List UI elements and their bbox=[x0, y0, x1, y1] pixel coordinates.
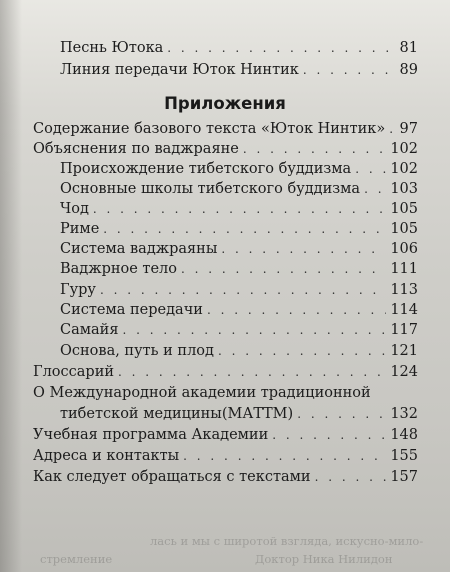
toc-page-number: 121 bbox=[390, 343, 418, 359]
toc-entry-title: Система передачи bbox=[60, 302, 203, 318]
toc-entry bbox=[33, 362, 418, 382]
show-through-line: лась и мы с широтой взгляда, искусно-мило- bbox=[150, 534, 424, 548]
toc-entry bbox=[60, 159, 418, 179]
toc-leader-dots bbox=[103, 219, 386, 239]
toc-leader-dots bbox=[218, 341, 386, 361]
toc-page-number: 102 bbox=[390, 141, 418, 157]
toc-entry-title: Объяснения по ваджраяне bbox=[33, 141, 239, 157]
toc-page-number: 155 bbox=[390, 448, 418, 464]
toc-entry-title: Чод bbox=[60, 201, 89, 217]
toc-entry bbox=[60, 179, 418, 199]
toc-entry bbox=[60, 300, 418, 320]
show-through-line: стремление bbox=[40, 552, 113, 566]
toc-leader-dots bbox=[100, 280, 386, 300]
toc-entry-title: Риме bbox=[60, 221, 100, 237]
toc-entry bbox=[60, 280, 418, 300]
toc-leader-dots bbox=[207, 300, 386, 320]
section-heading: Приложения bbox=[164, 94, 286, 113]
toc-entry bbox=[60, 239, 418, 259]
toc-entry-title: Глоссарий bbox=[33, 364, 115, 380]
toc-page-number: 157 bbox=[390, 469, 418, 485]
toc-entry-title: Система ваджраяны bbox=[60, 241, 218, 257]
toc-page-number: 148 bbox=[390, 427, 418, 443]
toc-entry bbox=[33, 139, 418, 159]
toc-leader-dots bbox=[243, 139, 386, 159]
toc-page-number: 105 bbox=[390, 221, 418, 237]
toc-entry bbox=[60, 259, 418, 279]
toc-page-number: 132 bbox=[390, 406, 418, 422]
show-through-text bbox=[0, 532, 450, 572]
toc-page-number: 89 bbox=[399, 62, 418, 78]
toc-entry bbox=[60, 199, 418, 219]
toc-entry-title: Песнь Ютока bbox=[60, 40, 164, 56]
toc-leader-dots bbox=[221, 239, 386, 259]
toc-page-number: 102 bbox=[390, 161, 418, 177]
toc-leader-dots bbox=[118, 362, 386, 382]
toc-leader-dots bbox=[272, 425, 386, 445]
toc-entry bbox=[60, 320, 418, 340]
toc-entry-title: Самайя bbox=[60, 322, 119, 338]
toc-entry bbox=[33, 119, 418, 139]
toc-entry bbox=[33, 446, 418, 466]
toc-entry bbox=[33, 467, 418, 487]
toc-entry-title: Ваджрное тело bbox=[60, 261, 177, 277]
toc-page-number: 103 bbox=[390, 181, 418, 197]
toc-leader-dots bbox=[167, 38, 395, 58]
toc-entry-title: Учебная программа Академии bbox=[33, 427, 269, 443]
toc-entry-title: Основа, путь и плод bbox=[60, 343, 214, 359]
toc-entry-title: Как следует обращаться с текстами bbox=[33, 469, 311, 485]
toc-page-number: 124 bbox=[390, 364, 418, 380]
toc-entry-title: тибетской медицины(МАТТМ) bbox=[60, 406, 294, 422]
toc-page-number: 113 bbox=[390, 282, 418, 298]
toc-leader-dots bbox=[181, 259, 386, 279]
toc-entry bbox=[60, 404, 418, 424]
toc-entry bbox=[60, 60, 418, 80]
toc-entry-title: О Международной академии традиционной bbox=[33, 385, 371, 401]
toc-leader-dots bbox=[93, 199, 386, 219]
toc-entry-title: Гуру bbox=[60, 282, 96, 298]
toc-leader-dots bbox=[122, 320, 386, 340]
toc-entry bbox=[60, 219, 418, 239]
toc-page-number: 97 bbox=[399, 121, 418, 137]
toc-leader-dots bbox=[315, 467, 387, 487]
toc-page-number: 105 bbox=[390, 201, 418, 217]
toc-entry-title: Линия передачи Юток Нинтик bbox=[60, 62, 299, 78]
toc-leader-dots bbox=[183, 446, 386, 466]
toc-page-number: 114 bbox=[390, 302, 418, 318]
toc-page-number: 117 bbox=[390, 322, 418, 338]
toc-page-number: 106 bbox=[390, 241, 418, 257]
toc-entry-title: Основные школы тибетского буддизма bbox=[60, 181, 361, 197]
toc-leader-dots bbox=[303, 60, 396, 80]
toc-entry-title: Содержание базового текста «Юток Нинтик» bbox=[33, 121, 386, 137]
toc-entry-title: Происхождение тибетского буддизма bbox=[60, 161, 352, 177]
toc-entry bbox=[33, 425, 418, 445]
toc-leader-dots bbox=[297, 404, 386, 424]
toc-leader-dots bbox=[364, 179, 386, 199]
show-through-line: Доктор Ника Нилидон bbox=[255, 552, 393, 566]
toc-leader-dots bbox=[355, 159, 386, 179]
toc-entry bbox=[60, 341, 418, 361]
spine-shadow bbox=[0, 0, 22, 572]
toc-leader-dots bbox=[389, 119, 395, 139]
toc-page-number: 81 bbox=[399, 40, 418, 56]
toc-page-number: 111 bbox=[390, 261, 418, 277]
toc-entry bbox=[60, 38, 418, 58]
toc-entry-title: Адреса и контакты bbox=[33, 448, 180, 464]
